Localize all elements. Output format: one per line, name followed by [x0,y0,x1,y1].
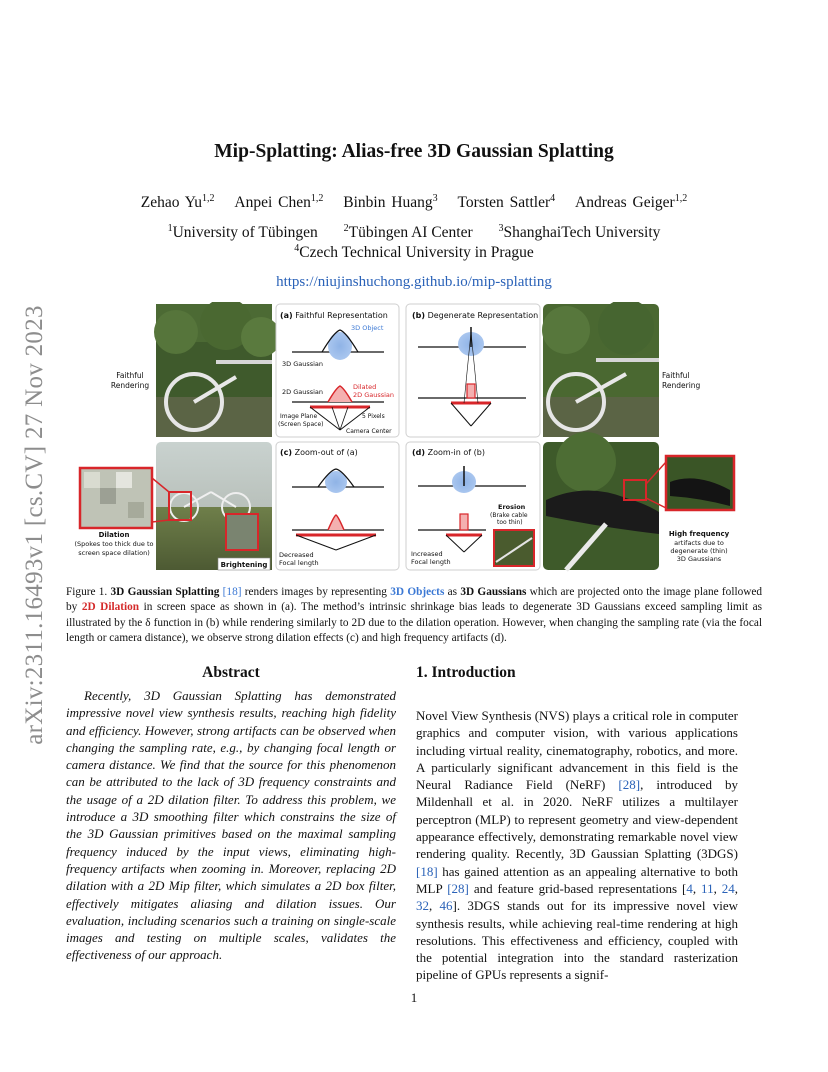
label-hf-title: High frequency [668,530,730,538]
svg-text:too thin): too thin) [497,519,523,526]
affiliation: $^4$Czech Technical University in Prague [294,242,534,261]
page-number: 1 [410,990,418,1005]
author: Binbin Huang$^3$ [343,192,438,211]
abstract-heading: Abstract [202,664,260,681]
citation-link[interactable]: [28] [618,777,641,793]
panel-d [406,442,540,570]
right-faithful-label: Faithful [662,371,690,380]
teaser-figure [66,302,762,572]
label-5px: 5 Pixels [362,413,385,420]
label-dilated: Dilated [353,383,377,391]
svg-text:2D Gaussian: 2D Gaussian [353,391,395,399]
author: Andreas Geiger$^{1,2}$ [575,192,688,211]
left-photo-bottom [156,442,272,570]
citation-link[interactable]: 32 [416,898,429,914]
abstract-body: Recently, 3D Gaussian Splatting has demonstrated impressive novel view synthesis results, reaching high fidelity and efficiency. However, strong artifacts can be observed when changing the sampling rate, e.g., by changing focal length or camera distance. We find that the source for this phenomenon can be attributed to the lack of 3D frequency constraints and the usage of a 2D dilation filter. To address this problem, we introduce a 3D smoothing filter which constrains the size of the 3D Gaussian primitives based on the maximal sampling frequency induced by the input views, eliminating high-frequency artifacts when zooming in. Moreover, replacing 2D dilation with a 2D Mip filter, which simulates a 2D box filter, effectively mitigates aliasing and dilation issues. Our evaluation, including scenarios such a training on single-scale images and testing on multiple scales, validates the effectiveness of our approach. [66,688,396,963]
affiliations-line-2 [0,244,828,262]
svg-text:Focal length: Focal length [279,559,319,567]
intro-heading: 1. Introduction [416,664,516,681]
right-photo-top [542,302,659,437]
svg-text:Rendering: Rendering [110,381,150,390]
intro-body: Novel View Synthesis (NVS) plays a critical role in computer graphics and computer vision, with various applications including virtual reality, cinematography, robotics, and more. A particularly significant advancement in this field is the Neural Radiance Field (NeRF) [28], introduced by Mildenhall et al. in 2020. NeRF utilizes a multilayer perceptron (MLP) to represent geometry and view-dependent appearance effectively, demonstrating remarkable novel view rendering quality. Recently, 3D Gaussian Splatting (3DGS) [18] has gained attention as an appealing alternative to both MLP [28] and feature grid-based representations [4, 11, 24, 32, 46]. 3DGS stands out for its impressive novel view synthesis results, while achieving real-time rendering at high resolutions. This effectiveness and efficiency, coupled with the potential integration into the standard rasterization pipeline of GPUs represents a signif- [416,708,739,983]
svg-text:Rendering: Rendering [662,381,701,390]
left-photo-top [154,302,281,437]
label-erosion-title: Erosion [498,503,526,511]
panel-b [406,304,540,437]
panel-b-title: (b) Degenerate Representation [412,311,539,320]
right-photo-bottom [543,432,659,570]
label-image-plane: Image Plane [280,413,318,420]
citation-link[interactable]: 4 [686,880,693,896]
citation-link[interactable]: [18] [222,586,242,598]
label-2d-gaussian: 2D Gaussian [282,388,324,396]
author: Anpei Chen$^{1,2}$ [234,192,324,211]
arxiv-id: arXiv:2311.16493v1 [cs.CV] 27 Nov 2023 [21,305,48,745]
high-frequency-inset [646,456,734,510]
label-camera-center: Camera Center [346,428,392,435]
svg-text:degenerate (thin): degenerate (thin) [670,547,728,555]
author-list [0,194,828,212]
paper-title: Mip-Splatting: Alias-free 3D Gaussian Splatting [214,141,614,162]
panel-d-title: (d) Zoom-in of (b) [412,448,485,457]
citation-link[interactable]: [28] [447,880,469,896]
citation-link[interactable]: [18] [416,863,438,879]
affiliation: $^1$University of Tübingen [167,222,318,241]
label-increased: Increased [411,550,443,558]
label-decreased: Decreased [279,551,314,559]
citation-link[interactable]: 24 [721,880,735,896]
panel-a [276,304,399,437]
svg-text:(Screen Space): (Screen Space) [278,421,324,428]
svg-text:(Spokes too thick due to: (Spokes too thick due to [74,540,154,548]
panel-a-title: (a) Faithful Representation [280,311,388,320]
project-link[interactable]: https://niujinshuchong.github.io/mip-splatting [276,274,552,290]
author: Zehao Yu$^{1,2}$ [140,192,215,211]
panel-c [276,442,399,570]
svg-text:3D Gaussians: 3D Gaussians [676,555,722,563]
affiliation: $^3$ShanghaiTech University [498,222,661,241]
affiliations-line-1 [0,224,828,242]
citation-link[interactable]: 46 [439,898,453,914]
affiliation: $^2$Tübingen AI Center [343,222,473,241]
svg-text:artifacts due to: artifacts due to [674,539,724,547]
arxiv-stamp [20,285,50,765]
citation-link[interactable]: 11 [701,880,714,896]
svg-text:Focal length: Focal length [411,558,451,566]
dilation-inset [80,468,169,528]
panel-c-title: (c) Zoom-out of (a) [280,448,358,457]
label-dilation-title: Dilation [98,531,130,539]
label-brightening: Brightening [220,561,268,569]
svg-text:screen space dilation): screen space dilation) [78,549,150,557]
label-3d-object: 3D Object [351,324,384,332]
left-faithful-label: Faithful [116,371,144,380]
label-3d-gaussian: 3D Gaussian [282,360,324,368]
author: Torsten Sattler$^4$ [457,192,556,211]
svg-text:(Brake cable: (Brake cable [490,512,528,519]
figure-caption: Figure 1. 3D Gaussian Splatting [18] renders images by representing 3D Objects as 3D Gaussians which are projected onto the image plane followed by 2D Dilation in screen space as shown in (a). The method’s intrinsic shrinkage bias leads to degenerate 3D Gaussians exceed sampling limit as illustrated by the δ function in (b) while rendering similarly to 2D due to the dilation operation. However, when changing the sampling rate (via the focal length or camera distance), we observe strong dilation effects (c) and high frequency artifacts (d). [66,586,763,644]
